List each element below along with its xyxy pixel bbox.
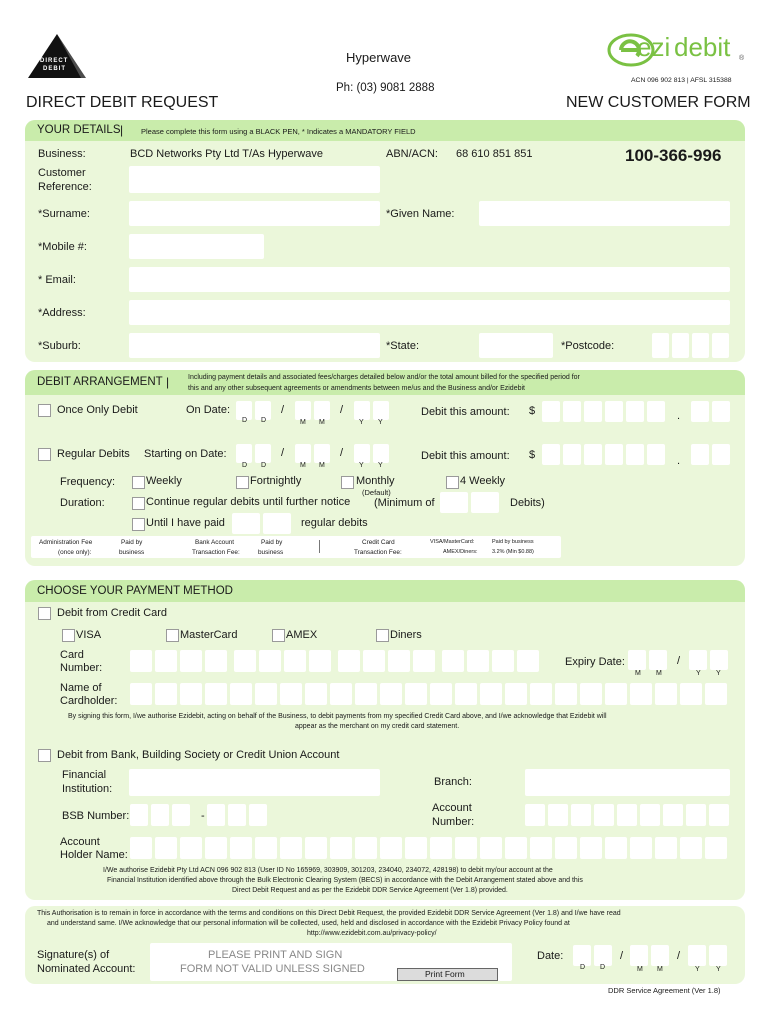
- until-paid-label: Until I have paid: [146, 517, 225, 529]
- bank-fee-paid-2: business: [258, 549, 284, 556]
- branch-field[interactable]: [525, 769, 730, 796]
- frequency-label: Frequency:: [60, 476, 116, 488]
- cardholder-name-char[interactable]: [280, 683, 302, 705]
- month-hint: M: [656, 670, 662, 677]
- continue-label: Continue regular debits until further notice: [146, 496, 351, 508]
- fortnightly-label: Fortnightly: [250, 475, 302, 487]
- cardholder-label-2: Cardholder:: [60, 695, 118, 707]
- account-holder-char[interactable]: [405, 837, 427, 859]
- regular-amount-label: Debit this amount:: [421, 450, 510, 462]
- ezi-text: ezi: [637, 32, 671, 62]
- account-holder-char[interactable]: [230, 837, 252, 859]
- authorisation-line-2: and understand same. I/We acknowledge that our personal information will be collected, used, held and disclosed in accordance with the Ezidebit Privacy Policy found at: [47, 920, 570, 927]
- cc-authorisation-line-1: By signing this form, I/we authorise Ezidebit, acting on behalf of the Business, to debit payments from my specified Credit Card above, and I/we acknowledge that Ezidebit will: [68, 713, 607, 720]
- four-weekly-label: 4 Weekly: [460, 475, 506, 487]
- account-number-digit[interactable]: [686, 804, 706, 826]
- decimal-point: .: [677, 410, 681, 422]
- business-heading: Hyperwave: [346, 50, 412, 65]
- email-label: * Email:: [38, 274, 76, 286]
- cc-fee-label-1: Credit Card: [362, 539, 395, 546]
- start-date-month-1[interactable]: [295, 444, 311, 463]
- regular-amount-cents[interactable]: [712, 444, 730, 465]
- your-details-heading: YOUR DETAILS: [37, 124, 121, 136]
- account-holder-char[interactable]: [205, 837, 227, 859]
- customer-ref-label-2: Reference:: [38, 181, 92, 193]
- account-holder-char[interactable]: [680, 837, 702, 859]
- cc-fee-label-2: Transaction Fee:: [354, 549, 402, 556]
- card-number-digit[interactable]: [338, 650, 360, 672]
- once-date-month-2[interactable]: [314, 401, 330, 420]
- fees-panel: [31, 536, 561, 558]
- account-holder-char[interactable]: [505, 837, 527, 859]
- monthly-checkbox[interactable]: [341, 476, 354, 489]
- bank-authorisation-line-1: I/We authorise Ezidebit Pty Ltd ACN 096 902 813 (User ID No 165969, 303909, 301203, 234040, 234072, 428198) to debit my/our account at the: [103, 867, 553, 874]
- expiry-year-1[interactable]: [689, 650, 707, 670]
- year-hint: Y: [696, 670, 701, 677]
- visa-fee-value: Paid by business: [492, 539, 534, 545]
- month-hint: M: [319, 462, 325, 469]
- cardholder-name-char[interactable]: [555, 683, 577, 705]
- card-number-digit[interactable]: [442, 650, 464, 672]
- month-hint: M: [300, 419, 306, 426]
- year-hint: Y: [359, 419, 364, 426]
- until-paid-checkbox[interactable]: [132, 518, 145, 531]
- account-number-digit[interactable]: [640, 804, 660, 826]
- cardholder-name-char[interactable]: [630, 683, 652, 705]
- account-holder-char[interactable]: [180, 837, 202, 859]
- until-paid-count-1[interactable]: [232, 513, 260, 534]
- month-hint: M: [300, 462, 306, 469]
- logo-line-2: DEBIT: [43, 66, 66, 72]
- year-hint: Y: [359, 462, 364, 469]
- account-holder-char[interactable]: [255, 837, 277, 859]
- fee-divider: [319, 540, 320, 553]
- logo-line-1: DIRECT: [40, 58, 69, 64]
- minimum-label: (Minimum of: [374, 497, 435, 509]
- minimum-debits-field[interactable]: [440, 492, 468, 513]
- date-slash: /: [281, 404, 285, 416]
- sign-date-month-1[interactable]: [630, 945, 648, 966]
- once-date-month-1[interactable]: [295, 401, 311, 420]
- cardholder-name-char[interactable]: [505, 683, 527, 705]
- card-number-digit[interactable]: [413, 650, 435, 672]
- mastercard-label: MasterCard: [180, 629, 238, 641]
- account-number-digit[interactable]: [571, 804, 591, 826]
- abn-label: ABN/ACN:: [386, 148, 438, 160]
- cardholder-name-char[interactable]: [480, 683, 502, 705]
- bsb-digit[interactable]: [151, 804, 169, 826]
- start-date-month-2[interactable]: [314, 444, 330, 463]
- bank-authorisation-line-3: Direct Debit Request and as per the Ezidebit DDR Service Agreement (Ver 1.8) provided.: [232, 887, 508, 894]
- year-hint: Y: [695, 966, 700, 973]
- admin-fee-label-1: Administration Fee: [39, 539, 93, 546]
- business-phone: Ph: (03) 9081 2888: [336, 82, 435, 94]
- business-value: BCD Networks Pty Ltd T/As Hyperwave: [130, 148, 323, 160]
- account-holder-char[interactable]: [130, 837, 152, 859]
- sign-date-month-2[interactable]: [651, 945, 669, 966]
- sign-date-day-2[interactable]: [594, 945, 612, 966]
- once-only-label: Once Only Debit: [57, 404, 138, 416]
- abn-value: 68 610 851 851: [456, 148, 533, 160]
- debit-arrangement-heading: DEBIT ARRANGEMENT: [37, 376, 163, 388]
- account-holder-char[interactable]: [455, 837, 477, 859]
- card-number-label-2: Number:: [60, 662, 103, 674]
- card-number-label-1: Card: [60, 649, 84, 661]
- bsb-digit[interactable]: [228, 804, 246, 826]
- four-weekly-checkbox[interactable]: [446, 476, 459, 489]
- month-hint: M: [635, 670, 641, 677]
- month-hint: M: [637, 966, 643, 973]
- day-hint: D: [600, 964, 606, 971]
- authorisation-line-1: This Authorisation is to remain in force in accordance with the terms and conditions on this Direct Debit Request, the provided Ezidebit DDR Service Agreement (Ver 1.8) and I/we have read: [37, 910, 621, 917]
- admin-fee-label-2: (once only):: [58, 549, 92, 556]
- sign-date-day-1[interactable]: [573, 945, 591, 966]
- regular-debits-label: Regular Debits: [57, 448, 130, 460]
- payment-method-heading: CHOOSE YOUR PAYMENT METHOD: [37, 585, 233, 597]
- address-field[interactable]: [129, 300, 730, 325]
- card-number-digit[interactable]: [130, 650, 152, 672]
- regular-debits-checkbox[interactable]: [38, 448, 51, 461]
- debit-note-line-1: Including payment details and associated fees/charges detailed below and/or the total amount billed for the specified period for: [188, 374, 580, 381]
- regular-amount-digit[interactable]: [626, 444, 644, 465]
- state-field[interactable]: [479, 333, 553, 358]
- sign-date-year-2[interactable]: [709, 945, 727, 966]
- cardholder-name-char[interactable]: [705, 683, 727, 705]
- cardholder-name-char[interactable]: [230, 683, 252, 705]
- card-number-digit[interactable]: [205, 650, 227, 672]
- cardholder-name-char[interactable]: [405, 683, 427, 705]
- year-hint: Y: [716, 966, 721, 973]
- regular-amount-digit[interactable]: [605, 444, 623, 465]
- account-number-digit[interactable]: [548, 804, 568, 826]
- month-hint: M: [319, 419, 325, 426]
- account-number-digit[interactable]: [525, 804, 545, 826]
- diners-label: Diners: [390, 629, 422, 641]
- bsb-label: BSB Number:: [62, 810, 130, 822]
- cardholder-name-char[interactable]: [330, 683, 352, 705]
- once-amount-digit[interactable]: [563, 401, 581, 422]
- day-hint: D: [242, 417, 248, 424]
- surname-field[interactable]: [129, 201, 380, 226]
- account-holder-char[interactable]: [305, 837, 327, 859]
- account-holder-char[interactable]: [380, 837, 402, 859]
- month-hint: M: [657, 966, 663, 973]
- account-number-label-2: Number:: [432, 816, 475, 828]
- account-number-digit[interactable]: [617, 804, 637, 826]
- account-number-digit[interactable]: [709, 804, 729, 826]
- date-slash: /: [677, 950, 681, 962]
- duration-label: Duration:: [60, 497, 105, 509]
- financial-institution-label-2: Institution:: [62, 783, 113, 795]
- account-holder-char[interactable]: [580, 837, 602, 859]
- ezidebit-acn: ACN 096 902 813 | AFSL 315388: [631, 77, 732, 84]
- start-date-year-2[interactable]: [373, 444, 389, 463]
- card-number-digit[interactable]: [363, 650, 385, 672]
- dollar-sign: $: [529, 405, 536, 417]
- signature-placeholder-1: PLEASE PRINT AND SIGN: [208, 949, 343, 961]
- postcode-digit[interactable]: [672, 333, 689, 358]
- date-slash: /: [340, 447, 344, 459]
- date-label: Date:: [537, 950, 564, 962]
- cardholder-name-char[interactable]: [180, 683, 202, 705]
- card-number-digit[interactable]: [467, 650, 489, 672]
- account-holder-char[interactable]: [430, 837, 452, 859]
- suburb-field[interactable]: [129, 333, 380, 358]
- debit-note-line-2: this and any other subsequent agreements or amendments between me/us and the Business and/or Ezidebit: [188, 385, 525, 392]
- financial-institution-field[interactable]: [129, 769, 380, 796]
- account-holder-char[interactable]: [630, 837, 652, 859]
- bank-fee-label-1: Bank Account: [195, 539, 235, 546]
- regular-amount-digit[interactable]: [647, 444, 665, 465]
- signature-placeholder-2: FORM NOT VALID UNLESS SIGNED: [180, 963, 365, 975]
- bsb-digit[interactable]: [172, 804, 190, 826]
- credit-card-label: Debit from Credit Card: [57, 607, 168, 619]
- admin-fee-paid-2: business: [119, 549, 145, 556]
- form-title-right: NEW CUSTOMER FORM: [566, 94, 751, 111]
- date-slash: /: [281, 447, 285, 459]
- card-number-digit[interactable]: [388, 650, 410, 672]
- bank-fee-paid-1: Paid by: [261, 539, 283, 546]
- once-amount-label: Debit this amount:: [421, 406, 510, 418]
- year-hint: Y: [378, 462, 383, 469]
- day-hint: D: [242, 462, 248, 469]
- financial-institution-label-1: Financial: [62, 769, 107, 781]
- account-holder-char[interactable]: [530, 837, 552, 859]
- card-number-digit[interactable]: [517, 650, 539, 672]
- postcode-digit[interactable]: [692, 333, 709, 358]
- admin-fee-paid-1: Paid by: [121, 539, 143, 546]
- cc-authorisation-line-2: appear as the merchant on my credit card statement.: [295, 723, 460, 730]
- business-label: Business:: [38, 148, 86, 160]
- diners-checkbox[interactable]: [376, 629, 389, 642]
- heading-separator: |: [120, 123, 124, 137]
- cardholder-name-char[interactable]: [655, 683, 677, 705]
- suburb-label: *Suburb:: [38, 340, 81, 352]
- customer-reference-field[interactable]: [129, 166, 380, 193]
- amex-checkbox[interactable]: [272, 629, 285, 642]
- postcode-digit[interactable]: [652, 333, 669, 358]
- cardholder-name-char[interactable]: [380, 683, 402, 705]
- once-amount-cents[interactable]: [712, 401, 730, 422]
- surname-label: *Surname:: [38, 208, 90, 220]
- cardholder-name-char[interactable]: [155, 683, 177, 705]
- date-slash: /: [620, 950, 624, 962]
- mobile-label: *Mobile #:: [38, 241, 87, 253]
- day-hint: D: [580, 964, 586, 971]
- once-date-year-1[interactable]: [354, 401, 370, 420]
- expiry-slash: /: [677, 655, 681, 667]
- card-number-digit[interactable]: [309, 650, 331, 672]
- decimal-point: .: [677, 455, 681, 467]
- once-amount-digit[interactable]: [626, 401, 644, 422]
- account-holder-char[interactable]: [330, 837, 352, 859]
- on-date-label: On Date:: [186, 404, 231, 416]
- regular-amount-digit[interactable]: [563, 444, 581, 465]
- email-field[interactable]: [129, 267, 730, 292]
- privacy-link[interactable]: http://www.ezidebit.com.au/privacy-policy/: [307, 930, 437, 937]
- form-title-left: DIRECT DEBIT REQUEST: [26, 94, 219, 111]
- start-date-day-2[interactable]: [255, 444, 271, 463]
- ezidebit-logo: [607, 28, 747, 74]
- once-amount-digit[interactable]: [584, 401, 602, 422]
- card-number-digit[interactable]: [284, 650, 306, 672]
- regular-amount-cents[interactable]: [691, 444, 709, 465]
- once-amount-digit[interactable]: [542, 401, 560, 422]
- mobile-field[interactable]: [129, 234, 264, 259]
- minimum-debits-field[interactable]: [471, 492, 499, 513]
- default-note: (Default): [362, 488, 391, 497]
- signature-label-1: Signature(s) of: [37, 949, 110, 961]
- fortnightly-checkbox[interactable]: [236, 476, 249, 489]
- day-hint: D: [261, 462, 267, 469]
- branch-label: Branch:: [434, 776, 472, 788]
- account-holder-char[interactable]: [655, 837, 677, 859]
- once-only-checkbox[interactable]: [38, 404, 51, 417]
- account-holder-label-1: Account: [60, 836, 100, 848]
- starting-date-label: Starting on Date:: [144, 448, 227, 460]
- registered-mark: ®: [739, 55, 745, 62]
- reference-number: 100-366-996: [625, 146, 722, 165]
- cardholder-name-char[interactable]: [130, 683, 152, 705]
- expiry-month-2[interactable]: [649, 650, 667, 670]
- print-form-button[interactable]: [397, 968, 498, 981]
- start-date-year-1[interactable]: [354, 444, 370, 463]
- account-holder-char[interactable]: [480, 837, 502, 859]
- day-hint: D: [261, 417, 267, 424]
- postcode-label: *Postcode:: [561, 340, 615, 352]
- address-label: *Address:: [38, 307, 86, 319]
- mastercard-checkbox[interactable]: [166, 629, 179, 642]
- mandatory-instruction: Please complete this form using a BLACK PEN, * Indicates a MANDATORY FIELD: [141, 127, 416, 136]
- card-number-digit[interactable]: [492, 650, 514, 672]
- weekly-label: Weekly: [146, 475, 182, 487]
- cardholder-name-char[interactable]: [430, 683, 452, 705]
- cardholder-label-1: Name of: [60, 682, 102, 694]
- sign-date-year-1[interactable]: [688, 945, 706, 966]
- bsb-dash: -: [201, 810, 205, 822]
- bank-account-label: Debit from Bank, Building Society or Credit Union Account: [57, 749, 340, 761]
- once-date-year-2[interactable]: [373, 401, 389, 420]
- card-number-digit[interactable]: [180, 650, 202, 672]
- amex-fee-value: 3.2% (Min $0.88): [492, 549, 534, 555]
- cardholder-name-char[interactable]: [580, 683, 602, 705]
- account-holder-char[interactable]: [605, 837, 627, 859]
- credit-card-checkbox[interactable]: [38, 607, 51, 620]
- account-holder-char[interactable]: [355, 837, 377, 859]
- amex-label: AMEX: [286, 629, 318, 641]
- card-number-digit[interactable]: [259, 650, 281, 672]
- customer-ref-label-1: Customer: [38, 167, 86, 179]
- until-paid-count-2[interactable]: [263, 513, 291, 534]
- account-number-digit[interactable]: [663, 804, 683, 826]
- weekly-checkbox[interactable]: [132, 476, 145, 489]
- cardholder-name-char[interactable]: [255, 683, 277, 705]
- bank-authorisation-line-2: Financial Institution identified above through the Bulk Electronic Clearing System (BECS) in accordance with the Debit Arrangement stated above and this: [107, 877, 583, 884]
- cardholder-name-char[interactable]: [455, 683, 477, 705]
- direct-debit-logo: [27, 33, 87, 79]
- date-slash: /: [340, 404, 344, 416]
- regular-amount-digit[interactable]: [584, 444, 602, 465]
- print-form-label: Print Form: [425, 969, 465, 979]
- bsb-digit[interactable]: [207, 804, 225, 826]
- once-amount-digit[interactable]: [647, 401, 665, 422]
- expiry-label: Expiry Date:: [565, 656, 625, 668]
- cardholder-name-char[interactable]: [680, 683, 702, 705]
- cardholder-name-char[interactable]: [205, 683, 227, 705]
- bsb-digit[interactable]: [130, 804, 148, 826]
- year-hint: Y: [716, 670, 721, 677]
- once-amount-cents[interactable]: [691, 401, 709, 422]
- signature-label-2: Nominated Account:: [37, 963, 136, 975]
- account-holder-char[interactable]: [280, 837, 302, 859]
- cardholder-name-char[interactable]: [355, 683, 377, 705]
- postcode-digit[interactable]: [712, 333, 729, 358]
- cardholder-name-char[interactable]: [605, 683, 627, 705]
- state-label: *State:: [386, 340, 420, 352]
- expiry-year-2[interactable]: [710, 650, 728, 670]
- visa-fee-label: VISA/MasterCard:: [430, 539, 475, 545]
- bank-account-checkbox[interactable]: [38, 749, 51, 762]
- account-holder-label-2: Holder Name:: [60, 849, 128, 861]
- regular-amount-digit[interactable]: [542, 444, 560, 465]
- start-date-day-1[interactable]: [236, 444, 252, 463]
- dollar-sign: $: [529, 449, 536, 461]
- bank-fee-label-2: Transaction Fee:: [192, 549, 240, 556]
- account-holder-char[interactable]: [555, 837, 577, 859]
- cardholder-name-char[interactable]: [530, 683, 552, 705]
- monthly-label: Monthly: [356, 475, 395, 487]
- year-hint: Y: [378, 419, 383, 426]
- account-number-label-1: Account: [432, 802, 472, 814]
- amex-fee-label: AMEX/Diners:: [443, 549, 478, 555]
- visa-checkbox[interactable]: [62, 629, 75, 642]
- debits-label: Debits): [510, 497, 545, 509]
- regular-debits-text: regular debits: [301, 517, 368, 529]
- continue-checkbox[interactable]: [132, 497, 145, 510]
- given-name-field[interactable]: [479, 201, 730, 226]
- debit-text: debit: [674, 32, 731, 62]
- cardholder-name-char[interactable]: [305, 683, 327, 705]
- account-holder-char[interactable]: [155, 837, 177, 859]
- card-number-digit[interactable]: [234, 650, 256, 672]
- account-number-digit[interactable]: [594, 804, 614, 826]
- expiry-month-1[interactable]: [628, 650, 646, 670]
- once-amount-digit[interactable]: [605, 401, 623, 422]
- account-holder-char[interactable]: [705, 837, 727, 859]
- service-agreement-version: DDR Service Agreement (Ver 1.8): [608, 986, 721, 995]
- given-name-label: *Given Name:: [386, 208, 455, 220]
- visa-label: VISA: [76, 629, 102, 641]
- bsb-digit[interactable]: [249, 804, 267, 826]
- heading-separator: |: [166, 375, 170, 389]
- card-number-digit[interactable]: [155, 650, 177, 672]
